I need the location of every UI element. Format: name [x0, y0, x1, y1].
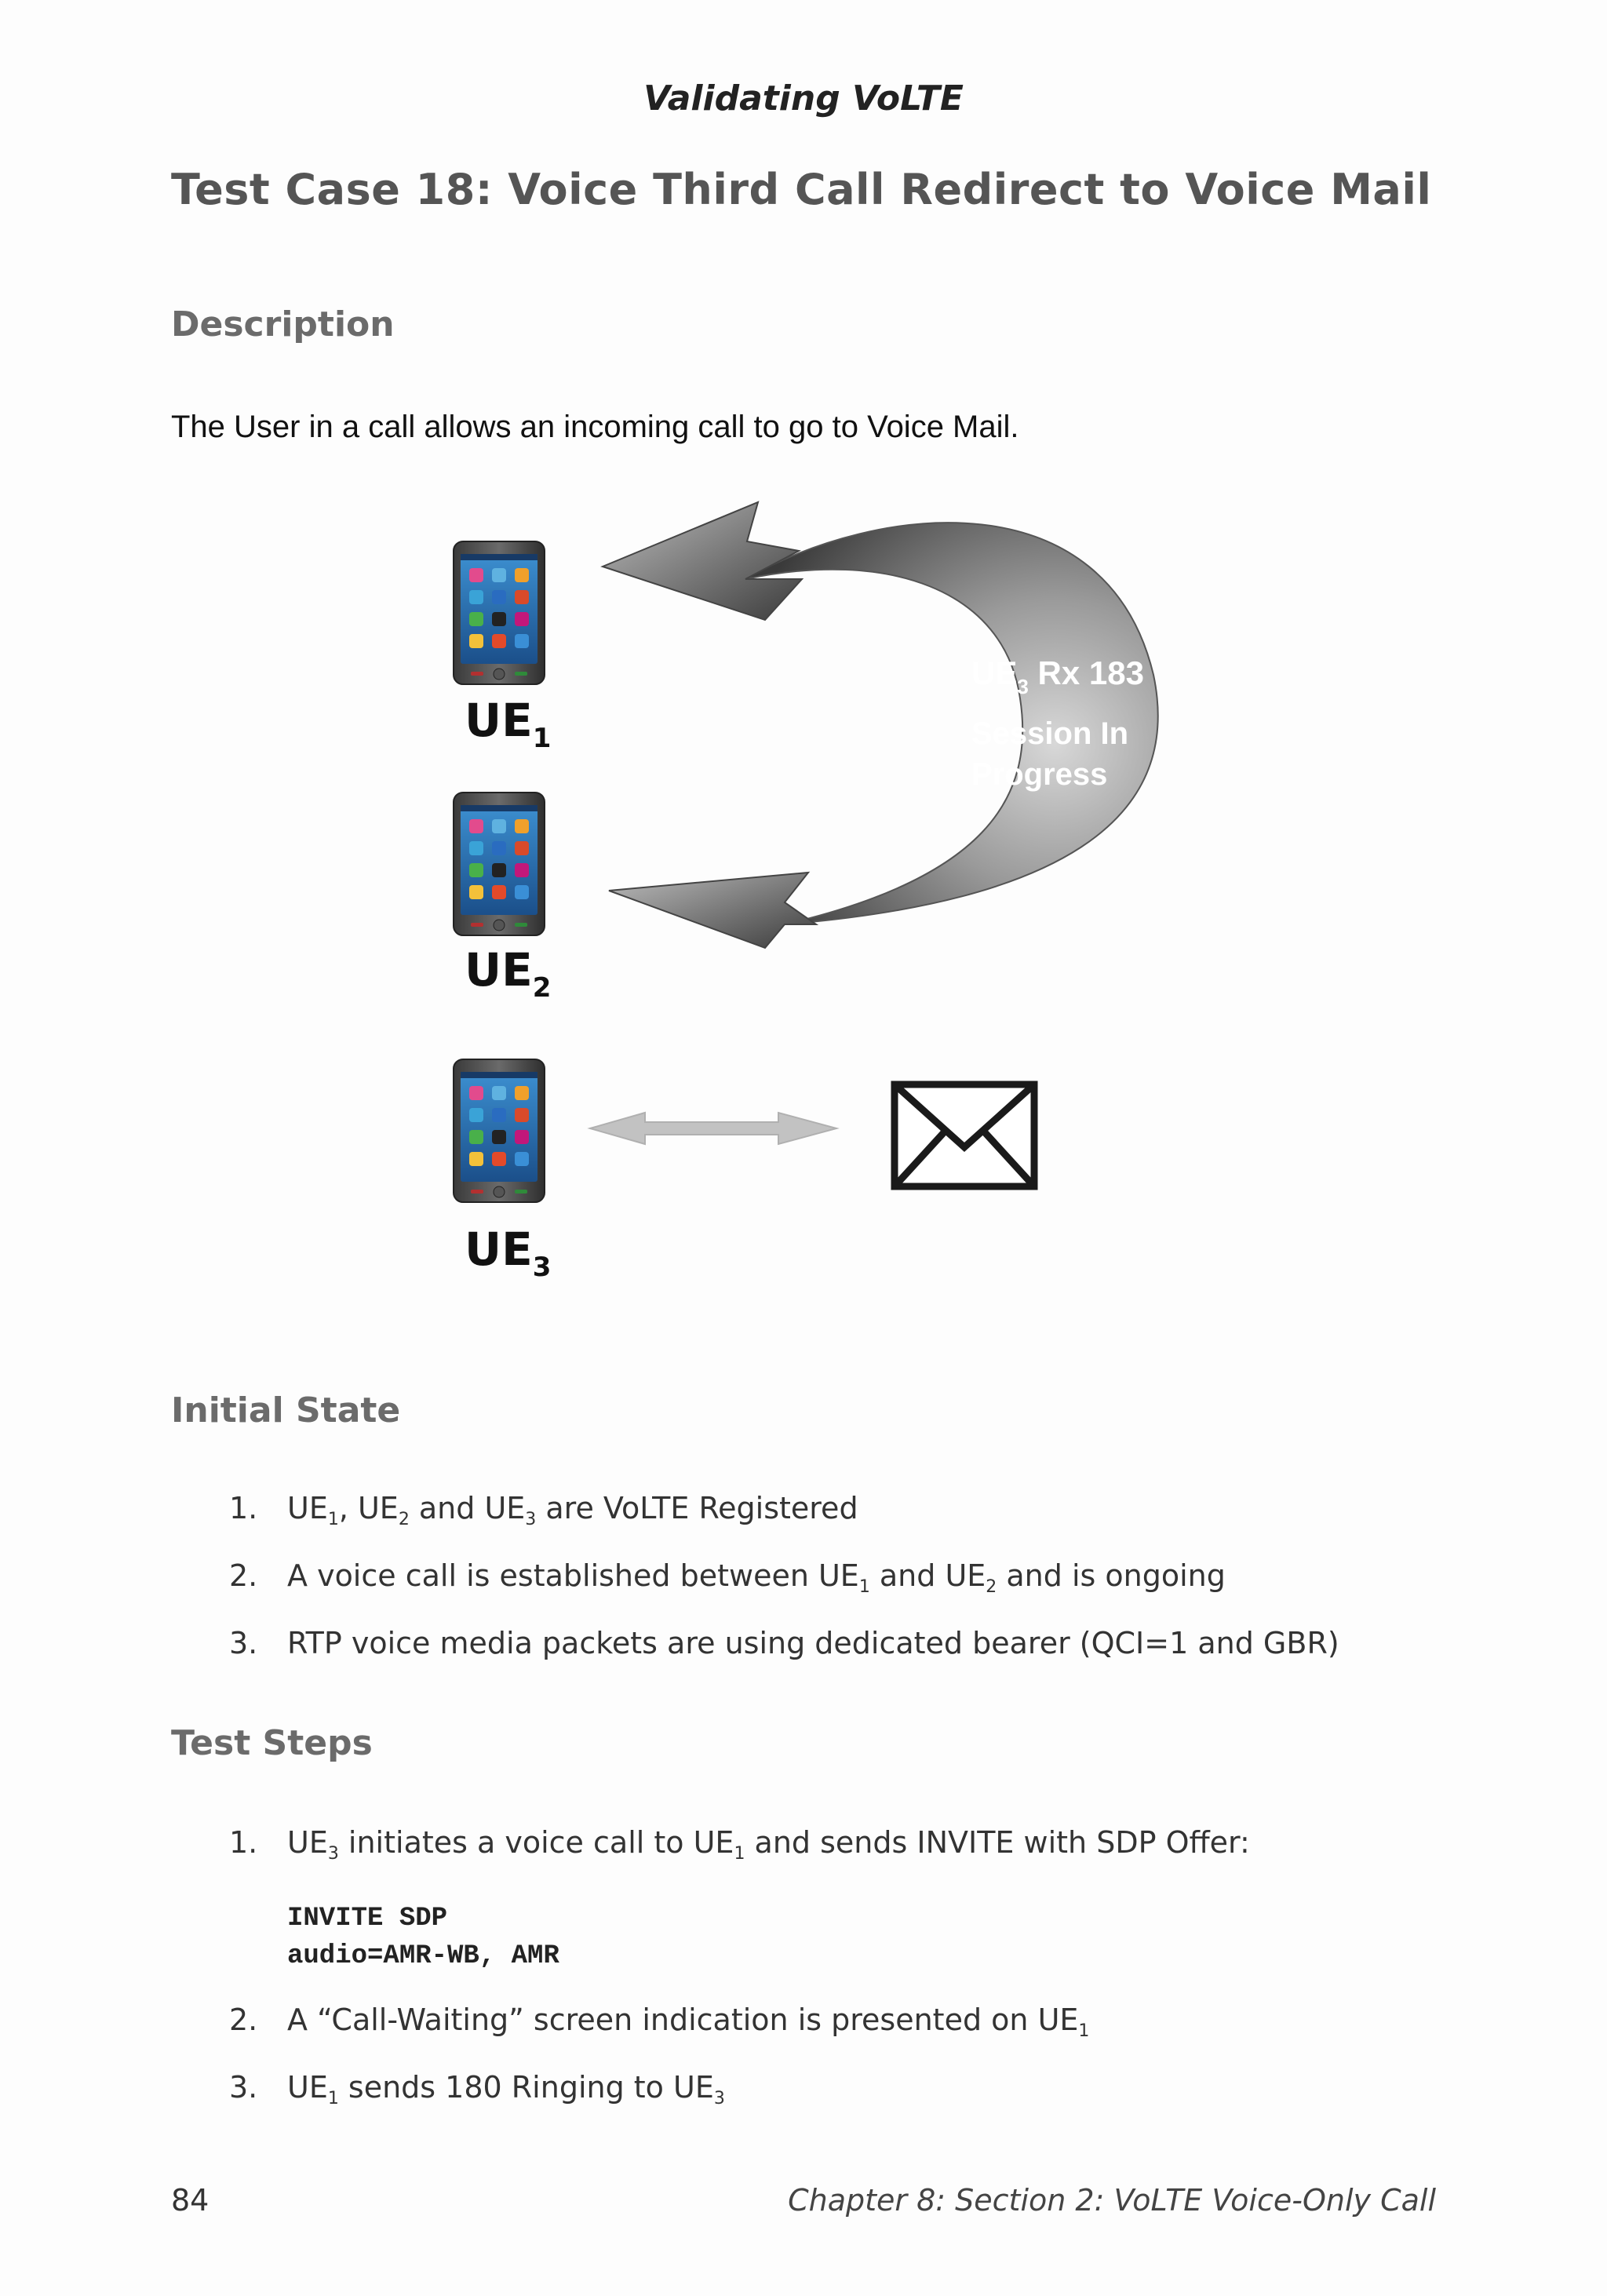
chapter-footer: Chapter 8: Section 2: VoLTE Voice-Only Call: [788, 2183, 1436, 2218]
initial-state-heading: Initial State: [171, 1390, 401, 1430]
ue2-smartphone-icon: [454, 793, 545, 935]
ue1-label: $UE_1$: [465, 694, 552, 754]
page-number: 84: [171, 2183, 210, 2218]
description-text: The User in a call allows an incoming call to go to Voice Mail.: [171, 410, 1019, 444]
ue2-label: $UE_2$: [465, 943, 552, 1004]
arrow-label-line3: Progress: [971, 757, 1108, 792]
description-heading: Description: [171, 304, 395, 344]
test-steps-heading: Test Steps: [171, 1723, 373, 1763]
envelope-icon: [895, 1084, 1034, 1186]
ue1-smartphone-icon: [454, 541, 545, 684]
ue3-label: $UE_3$: [465, 1223, 552, 1283]
code-line-1: INVITE SDP: [287, 1904, 448, 1933]
page-title: Test Case 18: Voice Third Call Redirect to Voice Mail: [171, 165, 1432, 214]
double-arrow-icon: [590, 1113, 836, 1144]
ue3-smartphone-icon: [454, 1059, 545, 1202]
arrow-label-line1: $UE_3$ Rx 183: [971, 654, 1144, 698]
arrow-label-line2: Session In: [971, 716, 1129, 751]
running-header: Validating VoLTE: [643, 78, 964, 118]
code-line-2: audio=AMR-WB, AMR: [287, 1941, 559, 1971]
